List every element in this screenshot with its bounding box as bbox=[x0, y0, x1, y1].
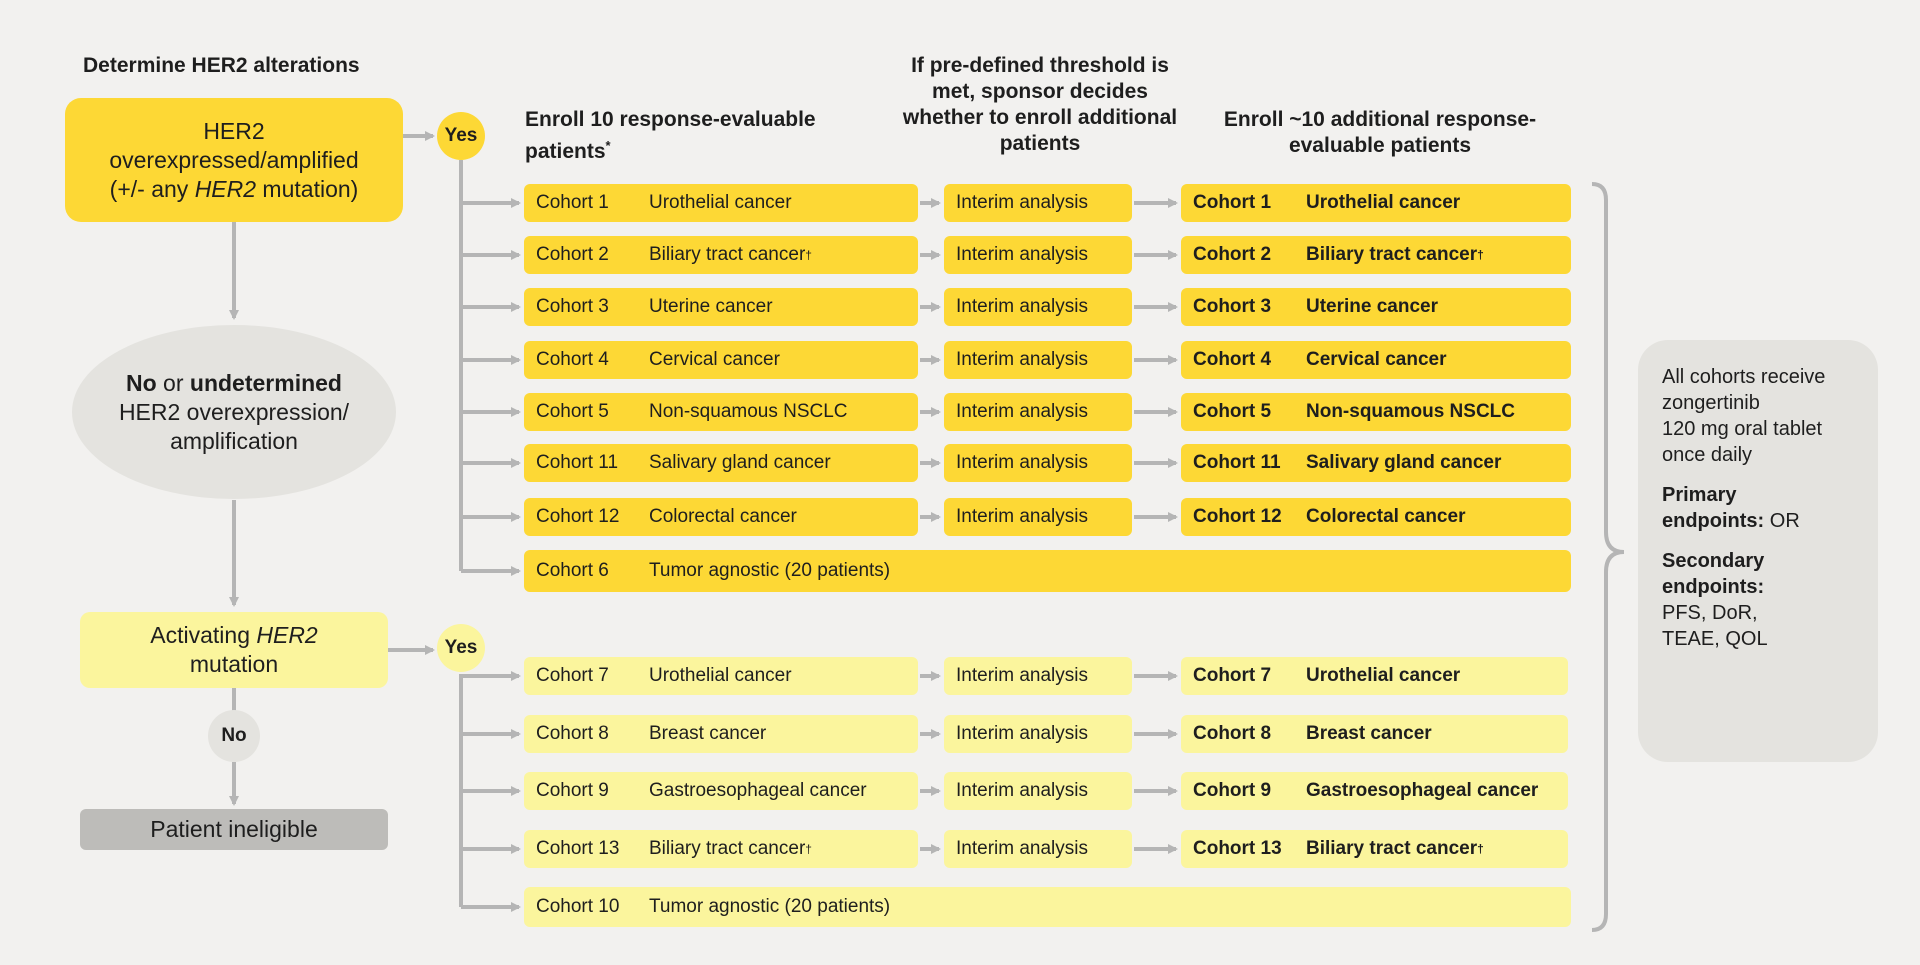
cancer-type: Biliary tract cancer bbox=[649, 838, 806, 859]
cohort-row-enroll bbox=[524, 236, 918, 274]
cohort-number: Cohort 1 bbox=[1193, 192, 1272, 213]
interim-analysis-box: Interim analysis bbox=[944, 657, 1132, 695]
cohort-row-additional bbox=[1181, 393, 1571, 431]
cohort-row-additional bbox=[1181, 657, 1568, 695]
cohort-number: Cohort 12 bbox=[1193, 506, 1282, 527]
treatment-text: All cohorts receive zongertinib 120 mg oral tablet once daily bbox=[1662, 366, 1826, 466]
cohort-row-enroll bbox=[524, 184, 918, 222]
cohort-number: Cohort 9 bbox=[1193, 780, 1272, 801]
cohort-number: Cohort 4 bbox=[536, 349, 609, 370]
cohort-row-enroll bbox=[524, 498, 918, 536]
cancer-type: Salivary gland cancer bbox=[1306, 452, 1502, 473]
cohort-row-additional bbox=[1181, 715, 1568, 753]
cohort-number: Cohort 2 bbox=[536, 244, 609, 265]
cancer-type: Uterine cancer bbox=[649, 296, 773, 317]
cohort-row-additional bbox=[1181, 772, 1568, 810]
cohort-number: Cohort 5 bbox=[536, 401, 609, 422]
cohort-row-enroll bbox=[524, 657, 918, 695]
cohort-number: Cohort 11 bbox=[536, 452, 619, 473]
cohort-number: Cohort 7 bbox=[536, 665, 609, 686]
secondary-endpoints: Secondary endpoints: PFS, DoR, TEAE, QOL bbox=[1662, 550, 1768, 650]
no-circle: No bbox=[208, 710, 260, 762]
cohort-row-enroll bbox=[524, 444, 918, 482]
cancer-type: Breast cancer bbox=[649, 723, 767, 744]
cancer-type: Breast cancer bbox=[1306, 723, 1432, 744]
cancer-type: Urothelial cancer bbox=[649, 665, 792, 686]
cohort-row-additional bbox=[1181, 288, 1571, 326]
cancer-type: Non-squamous NSCLC bbox=[1306, 401, 1515, 422]
cohort-row-additional bbox=[1181, 341, 1571, 379]
patient-ineligible-box: Patient ineligible bbox=[80, 809, 388, 850]
cancer-type: Urothelial cancer bbox=[1306, 665, 1461, 686]
cancer-type: Colorectal cancer bbox=[649, 506, 797, 527]
cohort-number: Cohort 13 bbox=[536, 838, 620, 859]
interim-analysis-box: Interim analysis bbox=[944, 444, 1132, 482]
cohort-number: Cohort 2 bbox=[1193, 244, 1272, 265]
footnote-dagger: † bbox=[1477, 842, 1484, 856]
interim-analysis-box: Interim analysis bbox=[944, 236, 1132, 274]
cohort-row-additional bbox=[1181, 498, 1571, 536]
yes-circle-2: Yes bbox=[437, 624, 485, 672]
her2-overexpressed-box: HER2 overexpressed/amplified (+/- any HER2 mutation) bbox=[65, 98, 403, 222]
cohort-row-agnostic bbox=[524, 887, 1571, 927]
cohort-number: Cohort 9 bbox=[536, 780, 609, 801]
cancer-type: Cervical cancer bbox=[649, 349, 780, 370]
cancer-type: Non-squamous NSCLC bbox=[649, 401, 848, 422]
interim-analysis-box: Interim analysis bbox=[944, 498, 1132, 536]
cancer-type: Biliary tract cancer bbox=[1306, 838, 1478, 859]
treatment-panel bbox=[1638, 340, 1878, 762]
cohort-row-enroll bbox=[524, 393, 918, 431]
cohort-number: Cohort 10 bbox=[536, 896, 620, 917]
header-enroll-10: Enroll 10 response-evaluable patients* bbox=[525, 108, 816, 163]
interim-analysis-box: Interim analysis bbox=[944, 184, 1132, 222]
cohort-number: Cohort 7 bbox=[1193, 665, 1272, 686]
cohort-row-additional bbox=[1181, 830, 1568, 868]
cohort-row-enroll bbox=[524, 288, 918, 326]
cohort-row-enroll bbox=[524, 772, 918, 810]
cohort-number: Cohort 13 bbox=[1193, 838, 1282, 859]
interim-analysis-box: Interim analysis bbox=[944, 341, 1132, 379]
primary-endpoints: Primary endpoints: OR bbox=[1662, 484, 1800, 532]
header-enroll-additional: Enroll ~10 additional response-evaluable patients bbox=[1223, 108, 1537, 157]
header-determine: Determine HER2 alterations bbox=[83, 54, 360, 77]
header-threshold: If pre-defined threshold is met, sponsor decides whether to enroll additional patients bbox=[902, 54, 1178, 155]
interim-analysis-box: Interim analysis bbox=[944, 772, 1132, 810]
cohort-row-enroll bbox=[524, 341, 918, 379]
footnote-dagger: † bbox=[805, 248, 812, 262]
cancer-type: Cervical cancer bbox=[1306, 349, 1447, 370]
footnote-dagger: † bbox=[805, 842, 812, 856]
no-undetermined-oval: No or undetermined HER2 overexpression/ amplification bbox=[72, 325, 396, 499]
footnote-dagger: † bbox=[1477, 248, 1484, 262]
cancer-type: Urothelial cancer bbox=[649, 192, 792, 213]
cancer-type: Tumor agnostic (20 patients) bbox=[649, 896, 891, 917]
cohort-number: Cohort 6 bbox=[536, 560, 609, 581]
cohort-row-enroll bbox=[524, 830, 918, 868]
cancer-type: Gastroesophageal cancer bbox=[1306, 780, 1539, 801]
interim-analysis-box: Interim analysis bbox=[944, 288, 1132, 326]
cohort-number: Cohort 8 bbox=[1193, 723, 1272, 744]
cohort-number: Cohort 5 bbox=[1193, 401, 1272, 422]
cohort-number: Cohort 11 bbox=[1193, 452, 1281, 473]
cohort-number: Cohort 12 bbox=[536, 506, 620, 527]
interim-analysis-box: Interim analysis bbox=[944, 830, 1132, 868]
interim-analysis-box: Interim analysis bbox=[944, 715, 1132, 753]
cancer-type: Colorectal cancer bbox=[1306, 506, 1466, 527]
right-bracket bbox=[1592, 184, 1624, 930]
cohort-row-additional bbox=[1181, 184, 1571, 222]
cancer-type: Salivary gland cancer bbox=[649, 452, 831, 473]
cohort-number: Cohort 1 bbox=[536, 192, 609, 213]
cancer-type: Biliary tract cancer bbox=[1306, 244, 1478, 265]
cohort-row-enroll bbox=[524, 715, 918, 753]
cancer-type: Biliary tract cancer bbox=[649, 244, 806, 265]
cancer-type: Gastroesophageal cancer bbox=[649, 780, 867, 801]
cohort-number: Cohort 3 bbox=[1193, 296, 1272, 317]
cancer-type: Tumor agnostic (20 patients) bbox=[649, 560, 891, 581]
yes-circle-1: Yes bbox=[437, 112, 485, 160]
cancer-type: Urothelial cancer bbox=[1306, 192, 1461, 213]
cancer-type: Uterine cancer bbox=[1306, 296, 1439, 317]
cohort-number: Cohort 3 bbox=[536, 296, 609, 317]
cohort-row-additional bbox=[1181, 236, 1571, 274]
cohort-number: Cohort 4 bbox=[1193, 349, 1272, 370]
cohort-row-agnostic bbox=[524, 550, 1571, 592]
interim-analysis-box: Interim analysis bbox=[944, 393, 1132, 431]
cohort-number: Cohort 8 bbox=[536, 723, 609, 744]
activating-her2-box: Activating HER2 mutation bbox=[80, 612, 388, 688]
cohort-row-additional bbox=[1181, 444, 1571, 482]
